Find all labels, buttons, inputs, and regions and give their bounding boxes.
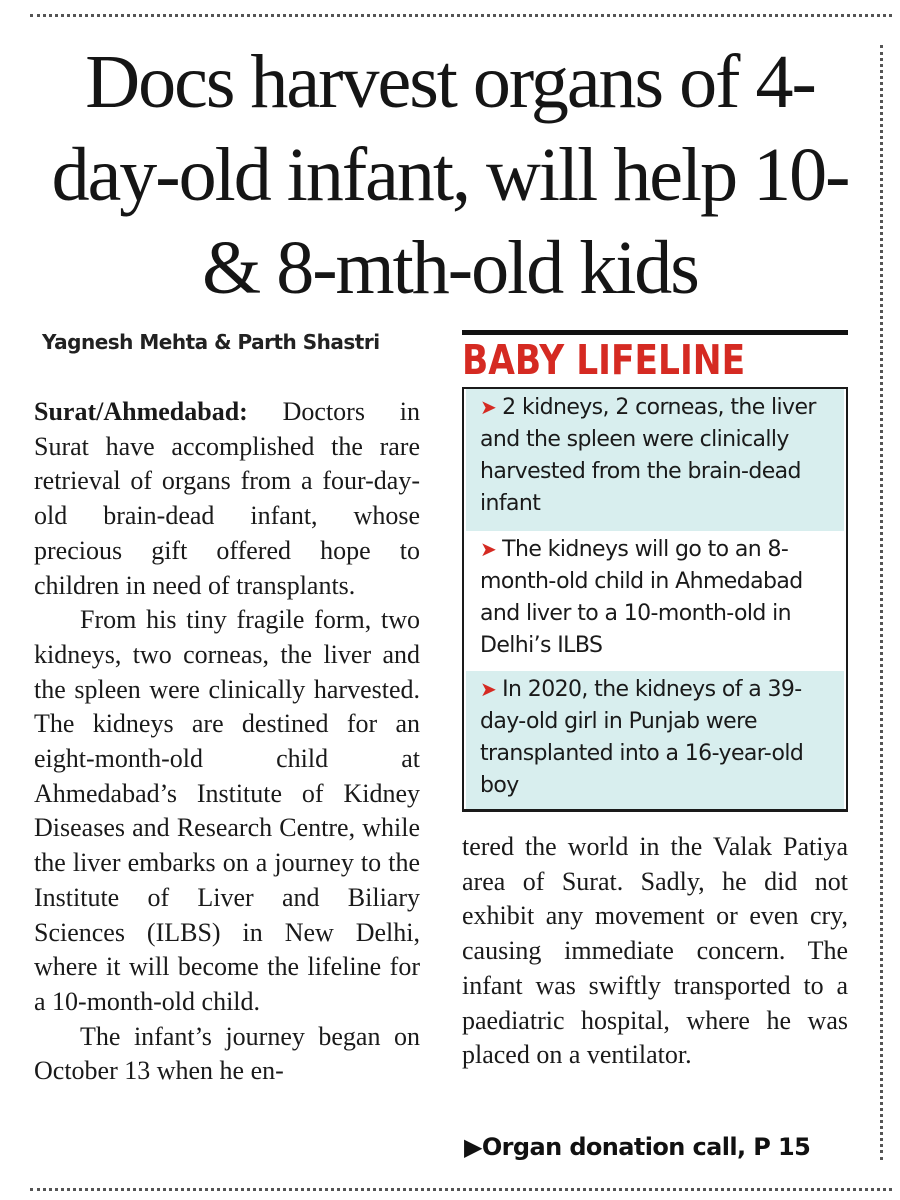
right-dotted-border [880, 45, 883, 1160]
sidebar-item-text: The kidneys will go to an 8-month-old child in Ahmedabad and liver to a 10-month-old in Delhi’s ILBS [480, 537, 803, 658]
sidebar-item-text: In 2020, the kidneys of a 39-day-old girl in Punjab were transplanted into a 16-year-old boy [480, 677, 804, 798]
article-paragraph: From his tiny fragile form, two kidneys, two corneas, the liver and the spleen were clinically harvested. The kidneys are destined for an eight-month-old child at Ahmedabad’s Institute of Kidney Diseases and Research Centre, while the liver embarks on a journey to the Institute of Liver and Biliary Sciences (ILBS) in New Delhi, where it will become the lifeline for a 10-month-old child. [34, 605, 420, 1016]
continuation-text: Organ donation call, P 15 [481, 1133, 811, 1161]
sidebar-item [466, 389, 844, 531]
sidebar-title: BABY LIFELINE [462, 336, 746, 384]
byline: Yagnesh Mehta & Parth Shastri [42, 330, 380, 354]
baby-lifeline-sidebar [462, 330, 848, 812]
arrow-bullet-icon: ➤ [480, 537, 497, 561]
arrow-bullet-icon: ➤ [480, 677, 497, 701]
article-paragraph [34, 395, 420, 603]
sidebar-item-text: 2 kidneys, 2 corneas, the liver and the spleen were clinically harvested from the brain-dead infant [480, 395, 816, 516]
sidebar-frame [462, 387, 848, 812]
continuation-reference [464, 1133, 810, 1161]
paragraph-text: Doctors in Surat have accomplished the rare retrieval of organs from a four-day-old brain-dead infant, whose precious gift offered hope to children in need of transplants. [34, 397, 420, 600]
dateline: Surat/Ahmedabad: [34, 397, 248, 426]
sidebar-item [466, 531, 844, 671]
sidebar-top-rule [462, 330, 848, 335]
article-paragraph: The infant’s journey began on October 13 when he en- [34, 1021, 420, 1086]
top-dotted-border [30, 14, 892, 17]
headline: Docs harvest organs of 4-day-old infant, will help 10- & 8-mth-old kids [51, 40, 849, 310]
article-left-column [34, 395, 420, 1089]
article-right-column: tered the world in the Valak Patiya area of Surat. Sadly, he did not exhibit any movement or even cry, causing immediate concern. The infant was swiftly transported to a paediatric hospital, where he was placed on a ventilator. [462, 832, 848, 1070]
triangle-pointer-icon: ▶ [464, 1133, 482, 1161]
sidebar-item [466, 671, 844, 809]
bottom-dotted-border [30, 1188, 892, 1191]
arrow-bullet-icon: ➤ [480, 395, 497, 419]
